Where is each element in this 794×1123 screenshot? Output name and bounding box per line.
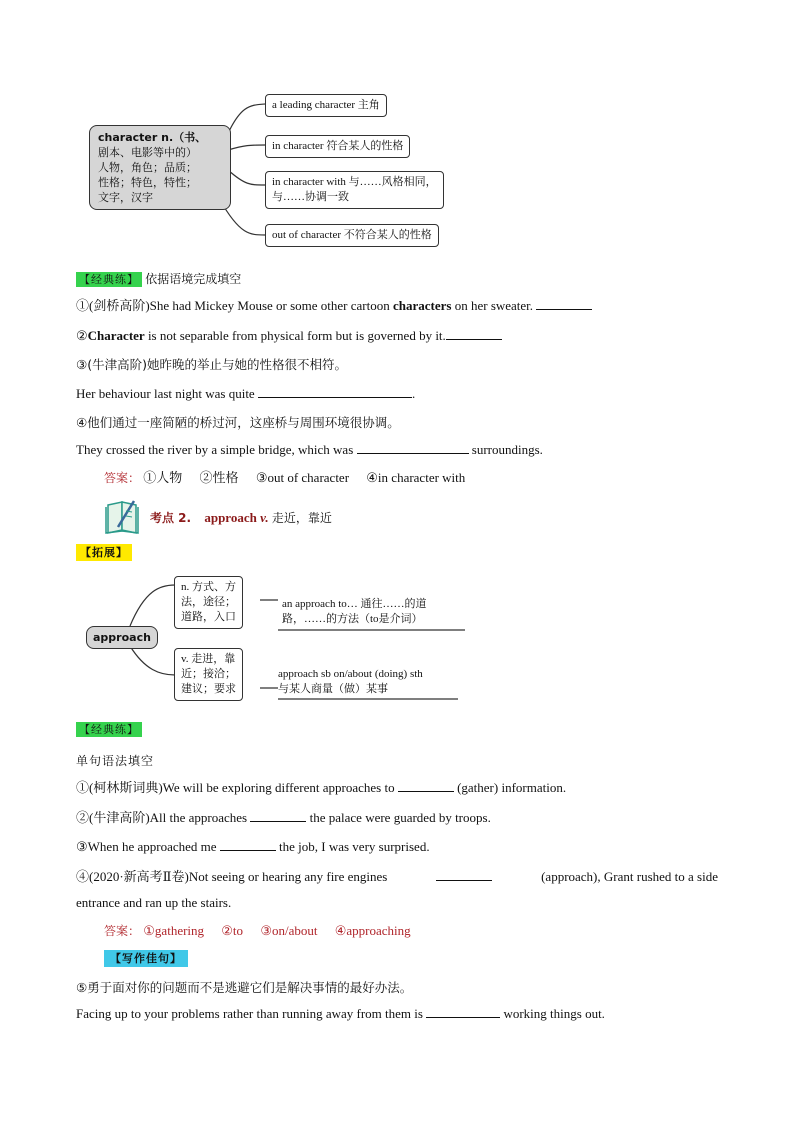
q2-text: is not separable from physical form but is governed by it.: [144, 328, 446, 343]
answer-label: 答案: [104, 924, 129, 938]
question-2-3: [76, 838, 430, 856]
mindmap-noun-phrase: [282, 597, 427, 627]
answer-blank[interactable]: [436, 868, 492, 881]
noun-phrase-line: 路，……的方法（to是介词）: [282, 613, 423, 625]
classic-practice-tag: 【经典练】: [76, 722, 142, 737]
verb-phrase-line: approach sb on/about (doing) sth: [278, 668, 423, 680]
answer-item: ③out of character: [255, 470, 350, 485]
root-line: 人物，角色；品质；: [98, 161, 197, 174]
root-line: character n.（书、: [98, 131, 207, 144]
q-text-end: the job, I was very surprised.: [279, 839, 430, 854]
q1-keyword: characters: [393, 298, 452, 313]
answers-2: 答案： ①gathering ②to ③on/about ④approaching: [104, 923, 411, 938]
kaodian-meaning: 走近，靠近: [271, 511, 332, 525]
q5-text-end: working things out.: [503, 1006, 605, 1021]
expand-tag: 【拓展】: [76, 544, 132, 561]
mindmap-verb-meaning: [174, 648, 243, 701]
q-text-end: (approach), Grant rushed to a side: [541, 869, 718, 884]
verb-line: 近；接洽；: [181, 668, 236, 680]
question-3-chinese: ③(牛津高阶)她昨晚的举止与她的性格很不相符。: [76, 357, 347, 372]
verb-phrase-line: 与某人商量（做）某事: [278, 683, 388, 695]
q5-answer-blank[interactable]: [426, 1005, 500, 1018]
verb-line: v. 走进，靠: [181, 653, 236, 665]
writing-tag: 【写作佳句】: [104, 950, 188, 967]
q4-answer-blank[interactable]: [357, 441, 469, 454]
question-5-english: [76, 1005, 605, 1023]
verb-line: 建议；要求: [181, 683, 236, 695]
question-2-4: [76, 868, 718, 886]
mindmap-verb-phrase: [278, 667, 423, 697]
question-2-2: [76, 809, 491, 827]
writing-header: [104, 949, 188, 967]
section-header-classic-practice: [76, 270, 241, 288]
q2-answer-blank[interactable]: [446, 327, 502, 340]
book-icon: [104, 497, 144, 535]
q-text-end: the palace were guarded by troops.: [309, 810, 491, 825]
q4-text: They crossed the river by a simple bridge, which was: [76, 442, 354, 457]
answers-1: 答案： ①人物 ②性格 ③out of character ④in character with: [104, 470, 466, 485]
answer-blank[interactable]: [250, 809, 306, 822]
answer-blank[interactable]: [220, 838, 276, 851]
q-text: ①(柯林斯词典)We will be exploring different approaches to: [76, 780, 395, 795]
mindmap-noun-meaning: [174, 576, 243, 629]
root-line: 性格；特色，特性；: [98, 176, 197, 189]
mindmap-root-character: [89, 125, 231, 210]
q-text: ③When he approached me: [76, 839, 217, 854]
answer-label: 答案: [104, 471, 129, 485]
answer-item: ③on/about: [260, 923, 318, 938]
q-text-end: (gather) information.: [457, 780, 567, 795]
instruction-text: 依据语境完成填空: [145, 272, 242, 286]
question-2-4-cont: entrance and ran up the stairs.: [76, 895, 232, 910]
branch-line: in character with 与……风格相同，: [272, 176, 437, 188]
kaodian-label: 考点 2.: [150, 511, 192, 525]
q5-text: Facing up to your problems rather than running away from them is: [76, 1006, 423, 1021]
mindmap-branch-in-character-with: [265, 171, 444, 209]
kaodian-word: approach: [204, 510, 257, 525]
section-header-classic-practice-2: [76, 720, 142, 738]
answer-item: ①gathering: [143, 923, 205, 938]
answer-item: ④in character with: [366, 470, 466, 485]
noun-phrase-line: an approach to… 通往……的道: [282, 598, 427, 610]
grammar-fill-subtitle: 单句语法填空: [76, 754, 155, 768]
answer-blank[interactable]: [398, 779, 454, 792]
kaodian-pos: v.: [260, 510, 269, 525]
root-line: 文字，汉字: [98, 191, 153, 204]
q-text: ④(2020·新高考Ⅱ卷)Not seeing or hearing any fire engines: [76, 869, 388, 884]
mindmap-branch-out-of-character: out of character 不符合某人的性格: [265, 224, 439, 247]
mindmap-branch-leading-character: a leading character 主角: [265, 94, 387, 117]
question-1: [76, 297, 592, 315]
answer-item: ①人物: [143, 470, 183, 485]
mindmap-branch-in-character: in character 符合某人的性格: [265, 135, 410, 158]
answer-item: ②性格: [199, 470, 239, 485]
branch-line: 与……协调一致: [272, 191, 349, 203]
answer-item: ②to: [221, 923, 244, 938]
root-line: 剧本、电影等中的）: [98, 146, 197, 159]
q4-text-end: surroundings.: [471, 442, 543, 457]
q2-keyword: Character: [87, 328, 145, 343]
answer-item: ④approaching: [334, 923, 411, 938]
question-3-english: [76, 385, 415, 403]
q1-text-end: on her sweater.: [451, 298, 534, 313]
classic-practice-tag: 【经典练】: [76, 272, 142, 287]
kaodian-2-heading: [150, 509, 332, 527]
mindmap-root-approach: approach: [86, 626, 158, 649]
q-text: ②(牛津高阶)All the approaches: [76, 810, 248, 825]
noun-line: 法，途径；: [181, 596, 236, 608]
question-5-chinese: ⑤勇于面对你的问题而不是逃避它们是解决事情的最好办法。: [76, 980, 413, 995]
question-2: [76, 327, 502, 345]
question-2-1: [76, 779, 566, 797]
q2-number: ②: [76, 328, 88, 343]
noun-line: 道路，入口: [181, 611, 236, 623]
expand-header: [76, 543, 132, 561]
q3-period: .: [411, 386, 416, 401]
question-4-english: [76, 441, 543, 459]
q3-answer-blank[interactable]: [258, 385, 412, 398]
q1-text: ①(剑桥高阶)She had Mickey Mouse or some other cartoon: [76, 298, 393, 313]
q3-text: Her behaviour last night was quite: [76, 386, 255, 401]
noun-line: n. 方式、方: [181, 581, 236, 593]
q1-answer-blank[interactable]: [536, 297, 592, 310]
question-4-chinese: ④他们通过一座简陋的桥过河，这座桥与周围环境很协调。: [76, 415, 400, 430]
